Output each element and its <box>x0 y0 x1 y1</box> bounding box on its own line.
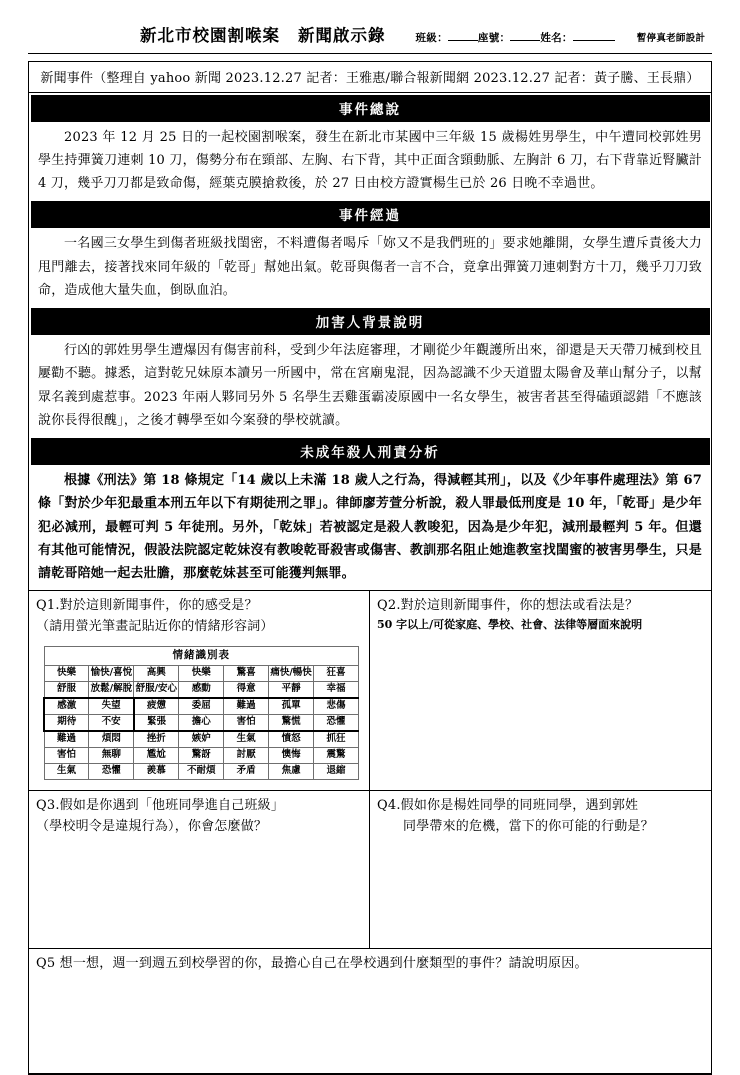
emotion-table-title-row <box>44 646 359 665</box>
emotion-cell[interactable]: 抓狂 <box>314 731 359 747</box>
name-field-label: 姓名： <box>540 32 573 44</box>
emotion-cell[interactable]: 難過 <box>44 731 89 747</box>
section-text-event-summary: 2023 年 12 月 25 日的一起校園割喉案，發生在新北市某國中三年級 15 歲楊姓男學生，中午遭同校郭姓男學生持彈簧刀連刺 10 刀，傷勢分布在頸部、左胸、右下背，其中正面含頸動脈、左胸計 6 刀，右下背靠近腎臟計 4 刀，幾乎刀刀都是致命傷，經葉克膜搶救後，於 27 日由校方證實楊生已於 26 日晚不幸過世。 <box>38 129 702 191</box>
class-field-label: 班級： <box>415 32 448 44</box>
emotion-cell[interactable]: 擔心 <box>179 714 224 730</box>
emotion-table-row <box>44 698 359 714</box>
emotion-cell[interactable]: 嫉妒 <box>179 731 224 747</box>
emotion-table-row <box>44 681 359 697</box>
emotion-cell[interactable]: 平靜 <box>269 681 314 697</box>
emotion-table-row <box>44 763 359 779</box>
question-cell-q2 <box>370 591 711 791</box>
name-field-input[interactable] <box>573 40 615 41</box>
emotion-cell[interactable]: 放鬆/解脫 <box>89 681 134 697</box>
designer-credit: 暫停真老師設計 <box>636 33 706 44</box>
emotion-table-wrapper <box>29 640 369 790</box>
answer-area-q5[interactable] <box>29 977 711 1073</box>
emotion-cell[interactable]: 疲憊 <box>134 698 179 714</box>
document-header <box>28 22 712 53</box>
emotion-cell[interactable]: 煩悶 <box>89 731 134 747</box>
emotion-identification-table <box>43 646 359 780</box>
emotion-cell[interactable]: 羨慕 <box>134 763 179 779</box>
page-subtitle: 新聞啟示錄 <box>298 26 386 45</box>
emotion-table-row <box>44 747 359 763</box>
emotion-cell[interactable]: 無聊 <box>89 747 134 763</box>
emotion-table-row <box>44 714 359 730</box>
news-source-line: 新聞事件（整理自 yahoo 新聞 2023.12.27 記者：王雅惠/聯合報新聞網 2023.12.27 記者：黃子騰、王長鼎） <box>29 62 711 93</box>
emotion-cell[interactable]: 生氣 <box>224 731 269 747</box>
section-band-event-process: 事件經過 <box>31 201 710 228</box>
emotion-cell[interactable]: 驚訝 <box>179 747 224 763</box>
emotion-cell[interactable]: 恐懼 <box>89 763 134 779</box>
question-q1-prompt <box>29 591 369 640</box>
emotion-cell[interactable]: 委屈 <box>179 698 224 714</box>
emotion-table-title: 情緒識別表 <box>44 646 359 665</box>
emotion-cell[interactable]: 幸福 <box>314 681 359 697</box>
section-text-perpetrator-background: 行凶的郭姓男學生遭爆因有傷害前科，受到少年法庭審理，才剛從少年觀護所出來，卻還是天天帶刀械到校且屢勸不聽。據悉，這對乾兄妹原本讀另一所國中，常在宮廟鬼混，因為認識不少天道盟太陽會及華山幫分子，以幫眾名義到處惹事。2023 年兩人夥同另外 5 名學生丟雞蛋霸凌原國中一名女學生，被害者甚至得磕頭認錯「不應該說你長得很醜」，之後才轉學至如今案發的學校就讀。 <box>38 343 702 428</box>
emotion-cell[interactable]: 退縮 <box>314 763 359 779</box>
emotion-cell[interactable]: 恐懼 <box>314 714 359 730</box>
emotion-cell[interactable]: 期待 <box>44 714 89 730</box>
section-band-event-summary: 事件總說 <box>31 95 710 122</box>
question-q4-prompt <box>370 791 711 840</box>
section-band-legal-analysis: 未成年殺人刑責分析 <box>31 438 710 465</box>
emotion-table-row <box>44 665 359 681</box>
header-divider <box>28 53 712 54</box>
emotion-cell[interactable]: 舒服/安心 <box>134 681 179 697</box>
question-cell-q4 <box>370 791 711 949</box>
worksheet-body <box>28 61 712 1075</box>
class-field-input[interactable] <box>448 40 478 41</box>
section-text-event-process: 一名國三女學生到傷者班級找閨密，不料遭傷者喝斥「妳又不是我們班的」要求她離開，女學生遭斥責後大力甩門離去，接著找來同年級的「乾哥」幫她出氣。乾哥與傷者一言不合，竟拿出彈簧刀連刺對方十刀，幾乎刀刀致命，造成他大量失血，倒臥血泊。 <box>38 236 702 298</box>
emotion-cell[interactable]: 高興 <box>134 665 179 681</box>
question-cell-q1 <box>29 591 370 791</box>
emotion-cell[interactable]: 失望 <box>89 698 134 714</box>
emotion-cell[interactable]: 悲傷 <box>314 698 359 714</box>
emotion-cell[interactable]: 得意 <box>224 681 269 697</box>
emotion-cell[interactable]: 不安 <box>89 714 134 730</box>
emotion-cell[interactable]: 孤單 <box>269 698 314 714</box>
question-q4-line2: 同學帶來的危機，當下的你可能的行動是？ <box>403 818 654 834</box>
emotion-cell[interactable]: 感動 <box>179 681 224 697</box>
page-title: 新北市校園割喉案 <box>140 26 280 45</box>
emotion-cell[interactable]: 害怕 <box>224 714 269 730</box>
question-q1-line1: Q1.對於這則新聞事件，你的感受是？ <box>36 597 258 613</box>
emotion-cell[interactable]: 討厭 <box>224 747 269 763</box>
answer-area-q2[interactable] <box>370 637 711 677</box>
emotion-cell[interactable]: 不耐煩 <box>179 763 224 779</box>
emotion-cell[interactable]: 驚慌 <box>269 714 314 730</box>
question-q5-prompt <box>29 949 711 977</box>
section-band-perpetrator-background: 加害人背景說明 <box>31 308 710 335</box>
emotion-cell[interactable]: 感激 <box>44 698 89 714</box>
seat-field-label: 座號： <box>477 32 511 44</box>
emotion-cell[interactable]: 焦慮 <box>269 763 314 779</box>
question-cell-q3 <box>29 791 370 949</box>
answer-area-q3[interactable] <box>29 840 369 948</box>
seat-field-input[interactable] <box>510 40 540 41</box>
question-cell-q5 <box>29 949 711 1074</box>
emotion-table-row <box>44 731 359 747</box>
emotion-cell[interactable]: 懊悔 <box>269 747 314 763</box>
question-q1-line2: （請用螢光筆畫記貼近你的情緒形容詞） <box>36 618 274 634</box>
emotion-cell[interactable]: 憤怒 <box>269 731 314 747</box>
question-q2-prompt <box>370 591 711 637</box>
emotion-cell[interactable]: 狂喜 <box>314 665 359 681</box>
emotion-cell[interactable]: 挫折 <box>134 731 179 747</box>
emotion-cell[interactable]: 痛快/暢快 <box>269 665 314 681</box>
question-q2-note: 50 字以上/可從家庭、學校、社會、法律等層面來說明 <box>377 617 643 631</box>
question-q2-line1: Q2.對於這則新聞事件，你的想法或看法是？ <box>377 597 639 613</box>
emotion-cell[interactable]: 驚喜 <box>224 665 269 681</box>
question-q5-line1: Q5 想一想，週一到週五到校學習的你，最擔心自己在學校遇到什麼類型的事件？請說明原因。 <box>36 955 588 971</box>
question-grid <box>29 590 711 1074</box>
student-fields <box>416 30 615 45</box>
question-q3-line2: （學校明令是違規行為），你會怎麼做？ <box>36 818 268 834</box>
question-q4-line1: Q4.假如你是楊姓同學的同班同學，遇到郭姓 <box>377 797 639 813</box>
emotion-cell[interactable]: 快樂 <box>44 665 89 681</box>
question-q3-line1: Q3.假如是你遇到「他班同學進自己班級」 <box>36 797 285 813</box>
emotion-cell[interactable]: 害怕 <box>44 747 89 763</box>
question-q3-prompt <box>29 791 369 840</box>
emotion-cell[interactable]: 難過 <box>224 698 269 714</box>
emotion-cell[interactable]: 愉快/喜悅 <box>89 665 134 681</box>
answer-area-q4[interactable] <box>370 840 711 948</box>
emotion-cell[interactable]: 矛盾 <box>224 763 269 779</box>
section-text-legal-analysis: 根據《刑法》第 18 條規定「14 歲以上未滿 18 歲人之行為，得減輕其刑」，以及《少年事件處理法》第 67 條「對於少年犯最重本刑五年以下有期徒刑之罪」。律師廖芳萱分析說，殺人罪最低刑度是 10 年，「乾哥」是少年犯必減刑，最輕可判 5 年徒刑。另外，「乾妹」若被認定是殺人教唆犯，因為是少年犯，減刑最輕判 5 年。但還有其他可能情況，假設法院認定乾妹沒有教唆乾哥殺害或傷害、教訓那名阻止她進教室找閨蜜的被害男學生，只是請乾哥陪她一起去壯膽，那麼乾妹甚至可能獲判無罪。 <box>38 473 702 581</box>
emotion-cell[interactable]: 舒服 <box>44 681 89 697</box>
emotion-cell[interactable]: 緊張 <box>134 714 179 730</box>
emotion-cell[interactable]: 快樂 <box>179 665 224 681</box>
emotion-cell[interactable]: 尷尬 <box>134 747 179 763</box>
emotion-cell[interactable]: 震驚 <box>314 747 359 763</box>
emotion-cell[interactable]: 生氣 <box>44 763 89 779</box>
